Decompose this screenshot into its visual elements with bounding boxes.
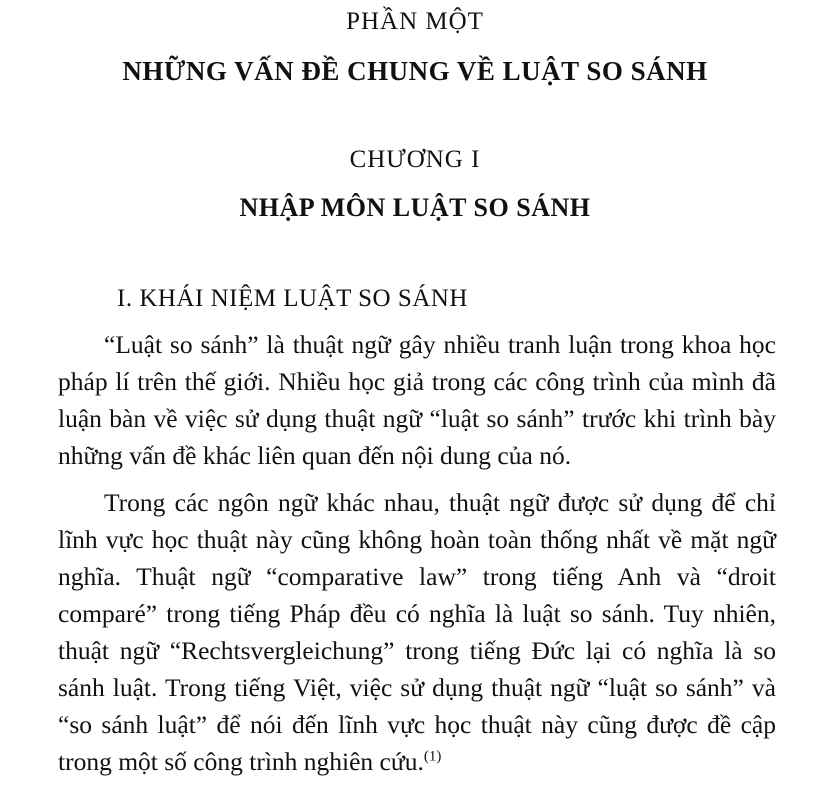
chapter-title: NHẬP MÔN LUẬT SO SÁNH [239,193,591,222]
paragraph-1 [58,326,776,474]
paragraph-1-text: “Luật so sánh” là thuật ngữ gây nhiều tranh luận trong khoa học pháp lí trên thế giới. Nhiều học giả trong các công trình của mình đã luận bàn về việc sử dụng thuật ngữ “luật so sánh” trước khi trình bày những vấn đề khác liên quan đến nội dung của nó. [58,330,776,470]
paragraph-2 [58,484,776,780]
part-title: NHỮNG VẤN ĐỀ CHUNG VỀ LUẬT SO SÁNH [122,56,708,86]
section-heading: I. KHÁI NIỆM LUẬT SO SÁNH [117,285,468,312]
footnote-reference[interactable]: (1) [423,748,442,765]
chapter-label: CHƯƠNG I [349,146,481,173]
paragraph-2-text: Trong các ngôn ngữ khác nhau, thuật ngữ được sử dụng để chỉ lĩnh vực học thuật này cũng không hoàn toàn thống nhất về mặt ngữ nghĩa. Thuật ngữ “comparative law” trong tiếng Anh và “droit comparé” trong tiếng Pháp đều có nghĩa là luật so sánh. Tuy nhiên, thuật ngữ “Rechtsvergleichung” trong tiếng Đức lại có nghĩa là so sánh luật. Trong tiếng Việt, việc sử dụng thuật ngữ “luật so sánh” và “so sánh luật” để nói đến lĩnh vực học thuật này cũng được đề cập trong một số công trình nghiên cứu. [58,488,776,776]
part-label: PHẦN MỘT [346,8,484,35]
